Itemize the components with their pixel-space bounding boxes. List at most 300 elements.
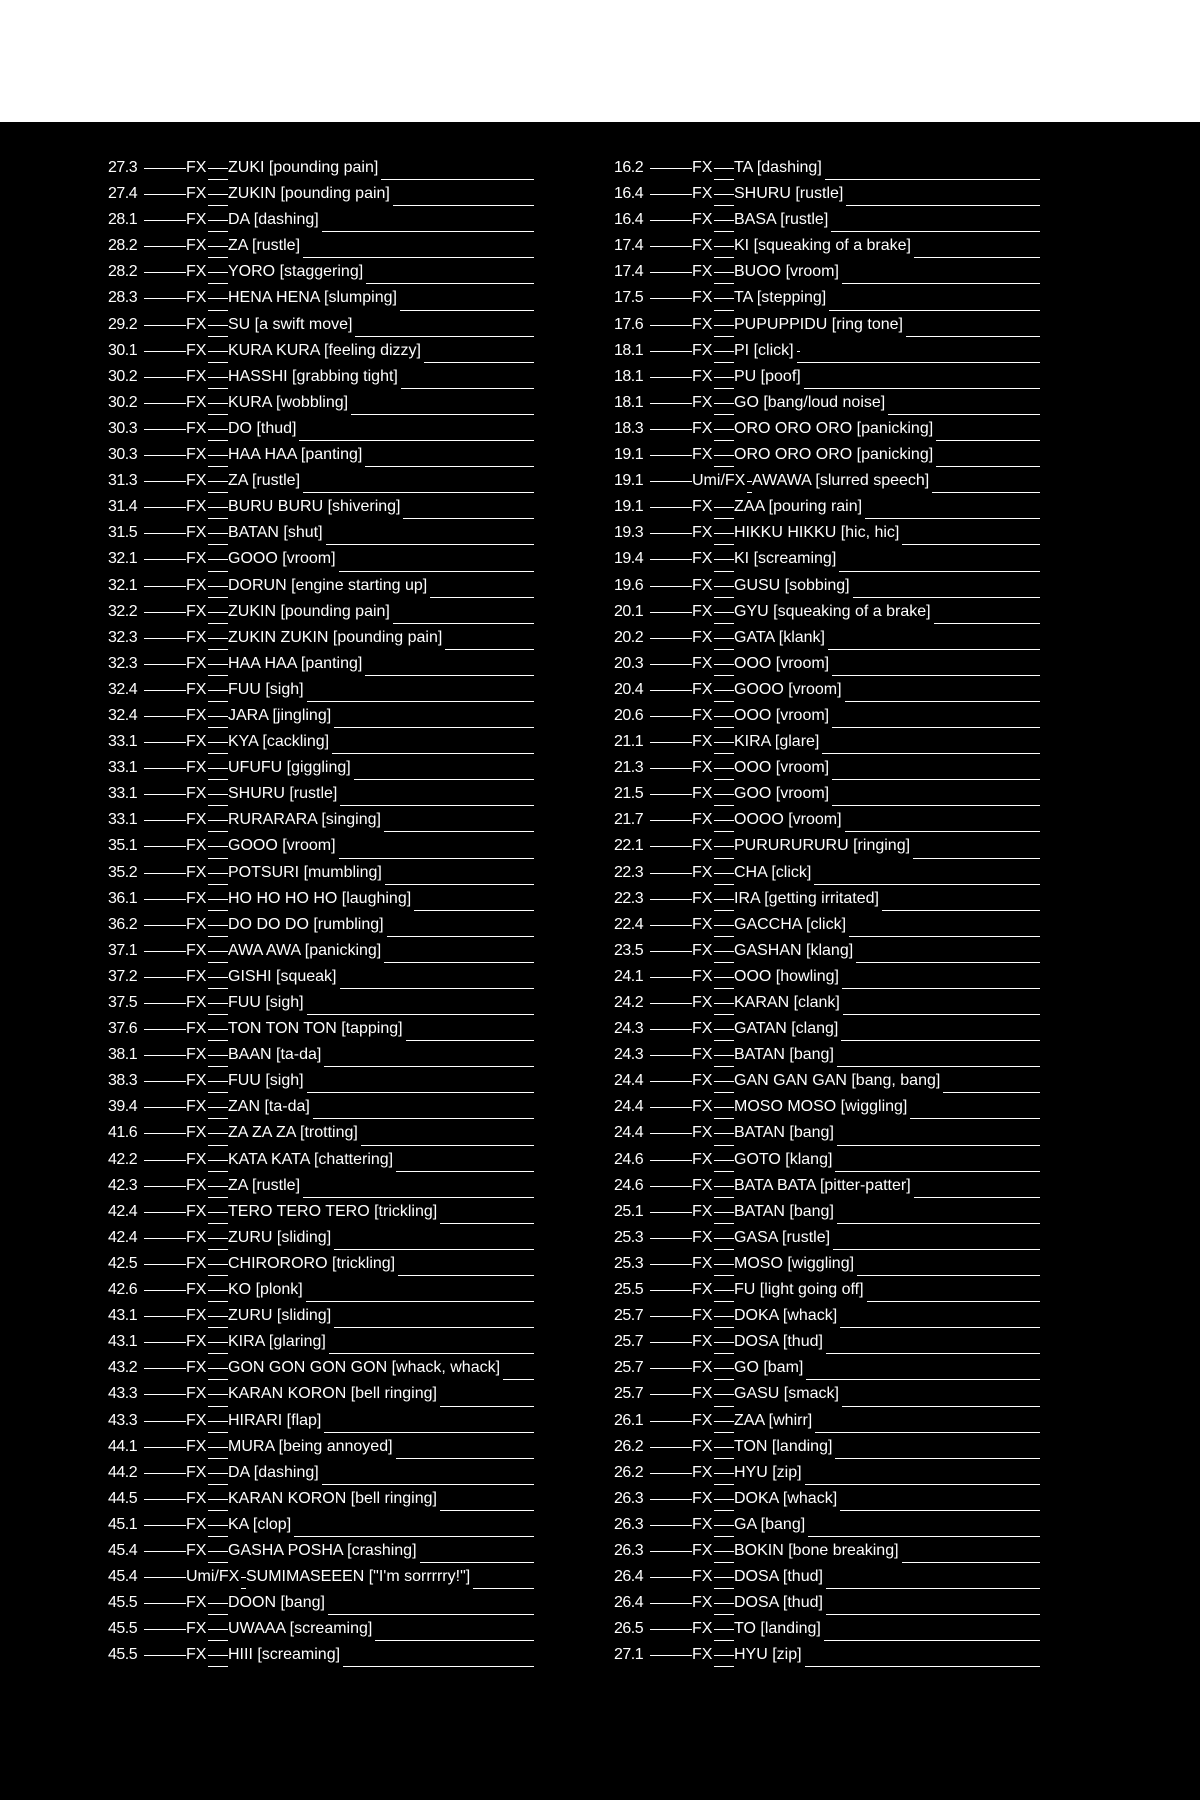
- fx-entry: [614, 938, 1040, 964]
- sound-effect-text: GACCHA [click]: [734, 912, 849, 938]
- page-panel-number: 29.2: [108, 315, 138, 333]
- speaker-label: FX: [186, 207, 208, 233]
- page-panel-number: 45.5: [108, 1620, 138, 1638]
- speaker-label: FX: [692, 1225, 714, 1251]
- speaker-label: FX: [186, 651, 208, 677]
- fx-entry: [614, 1355, 1040, 1381]
- fx-entry: [108, 364, 534, 390]
- page-panel-number: 41.6: [108, 1124, 138, 1142]
- fx-entry: [614, 1564, 1040, 1590]
- sound-effect-text: ORO ORO ORO [panicking]: [734, 416, 936, 442]
- page-panel-number: 19.4: [614, 550, 644, 568]
- sound-effect-text: OOO [vroom]: [734, 755, 832, 781]
- sound-effect-text: BATAN [bang]: [734, 1042, 837, 1068]
- speaker-label: FX: [692, 703, 714, 729]
- fx-entry: [614, 259, 1040, 285]
- fx-entry: [108, 807, 534, 833]
- fx-entry: [614, 1381, 1040, 1407]
- page-panel-number: 43.3: [108, 1385, 138, 1403]
- page-panel-number: 16.2: [614, 159, 644, 176]
- page-panel-number: 26.3: [614, 1489, 644, 1507]
- speaker-label: FX: [692, 1355, 714, 1381]
- fx-entry: [614, 442, 1040, 468]
- fx-entry: [108, 520, 534, 546]
- sound-effect-text: MOSO [wiggling]: [734, 1251, 857, 1277]
- fx-entry: [108, 233, 534, 259]
- page-panel-number: 45.4: [108, 1541, 138, 1559]
- speaker-label: FX: [692, 781, 714, 807]
- speaker-label: Umi/FX: [692, 468, 747, 494]
- speaker-label: FX: [186, 990, 208, 1016]
- page-panel-number: 42.6: [108, 1281, 138, 1299]
- speaker-label: FX: [692, 677, 714, 703]
- speaker-label: FX: [692, 1277, 714, 1303]
- speaker-label: FX: [692, 494, 714, 520]
- speaker-label: FX: [692, 233, 714, 259]
- page-panel-number: 25.7: [614, 1385, 644, 1403]
- page-panel-number: 33.1: [108, 733, 138, 751]
- sound-effect-text: BUOO [vroom]: [734, 259, 842, 285]
- page-panel-number: 25.3: [614, 1254, 644, 1272]
- fx-entry: [614, 546, 1040, 572]
- speaker-label: FX: [186, 259, 208, 285]
- speaker-label: FX: [186, 860, 208, 886]
- page-panel-number: 35.2: [108, 863, 138, 881]
- fx-entry: [108, 442, 534, 468]
- left-column: [108, 155, 534, 1668]
- page-panel-number: 30.3: [108, 419, 138, 437]
- sound-effect-text: FUU [sigh]: [228, 1068, 307, 1094]
- sound-effect-text: BATAN [bang]: [734, 1120, 837, 1146]
- page-panel-number: 22.3: [614, 889, 644, 907]
- fx-entry: [108, 886, 534, 912]
- sound-effect-text: KI [squeaking of a brake]: [734, 233, 914, 259]
- fx-entry: [108, 181, 534, 207]
- fx-entry: [108, 1590, 534, 1616]
- speaker-label: FX: [692, 990, 714, 1016]
- page-panel-number: 24.2: [614, 994, 644, 1011]
- sound-effect-text: FUU [sigh]: [228, 990, 307, 1016]
- page-panel-number: 20.2: [614, 628, 644, 646]
- speaker-label: FX: [186, 312, 208, 338]
- sound-effect-text: HYU [zip]: [734, 1460, 805, 1486]
- fx-entry: [614, 338, 1040, 364]
- page-panel-number: 35.1: [108, 837, 138, 855]
- fx-entry: [108, 338, 534, 364]
- speaker-label: FX: [692, 625, 714, 651]
- speaker-label: FX: [186, 912, 208, 938]
- speaker-label: FX: [186, 1016, 208, 1042]
- speaker-label: FX: [186, 1381, 208, 1407]
- page-panel-number: 33.1: [108, 785, 138, 803]
- page-panel-number: 26.4: [614, 1568, 644, 1586]
- sound-effect-text: TA [dashing]: [734, 155, 825, 181]
- fx-entry: [614, 1434, 1040, 1460]
- speaker-label: FX: [186, 1538, 208, 1564]
- page-panel-number: 26.1: [614, 1411, 644, 1429]
- page-panel-number: 24.6: [614, 1150, 644, 1168]
- sound-effect-text: BATAN [shut]: [228, 520, 326, 546]
- page-panel-number: 32.3: [108, 654, 138, 672]
- fx-entry: [108, 781, 534, 807]
- speaker-label: FX: [186, 1355, 208, 1381]
- sound-effect-text: GASA [rustle]: [734, 1225, 833, 1251]
- fx-entry: [108, 1303, 534, 1329]
- speaker-label: FX: [692, 1120, 714, 1146]
- fx-entry: [614, 1147, 1040, 1173]
- fx-entry: [108, 1251, 534, 1277]
- page-panel-number: 25.7: [614, 1333, 644, 1351]
- fx-entry: [614, 1303, 1040, 1329]
- fx-entry: [108, 573, 534, 599]
- sound-effect-text: KATA KATA [chattering]: [228, 1147, 396, 1173]
- sound-effect-text: HIKKU HIKKU [hic, hic]: [734, 520, 902, 546]
- speaker-label: FX: [692, 364, 714, 390]
- speaker-label: FX: [186, 755, 208, 781]
- speaker-label: FX: [692, 416, 714, 442]
- page-panel-number: 24.3: [614, 1020, 644, 1038]
- fx-entry: [108, 1329, 534, 1355]
- sound-effect-text: KIRA [glare]: [734, 729, 822, 755]
- speaker-label: FX: [186, 1068, 208, 1094]
- sound-effect-text: GOO [vroom]: [734, 781, 832, 807]
- fx-entry: [108, 1460, 534, 1486]
- page-panel-number: 45.5: [108, 1646, 138, 1664]
- fx-entry: [614, 1120, 1040, 1146]
- page-panel-number: 20.6: [614, 706, 644, 724]
- page-panel-number: 17.5: [614, 289, 644, 307]
- sound-effect-text: BATAN [bang]: [734, 1199, 837, 1225]
- speaker-label: FX: [186, 1199, 208, 1225]
- page-panel-number: 17.4: [614, 237, 644, 255]
- page-panel-number: 43.2: [108, 1359, 138, 1377]
- sound-effect-text: GOOO [vroom]: [228, 833, 339, 859]
- fx-entry: [614, 207, 1040, 233]
- fx-entry: [108, 1277, 534, 1303]
- page-panel-number: 20.3: [614, 654, 644, 672]
- sound-effect-text: ZAA [whirr]: [734, 1408, 815, 1434]
- page-panel-number: 17.6: [614, 315, 644, 333]
- sound-effect-text: ZUKIN [pounding pain]: [228, 599, 393, 625]
- sound-effect-text: MURA [being annoyed]: [228, 1434, 396, 1460]
- sound-effect-text: MOSO MOSO [wiggling]: [734, 1094, 910, 1120]
- page-panel-number: 16.4: [614, 211, 644, 229]
- speaker-label: FX: [186, 599, 208, 625]
- page-panel-number: 42.4: [108, 1202, 138, 1220]
- fx-entry: [614, 1277, 1040, 1303]
- speaker-label: FX: [692, 338, 714, 364]
- fx-entry: [614, 416, 1040, 442]
- speaker-label: FX: [692, 181, 714, 207]
- sound-effect-text: DOSA [thud]: [734, 1590, 826, 1616]
- fx-entry: [614, 181, 1040, 207]
- speaker-label: FX: [186, 964, 208, 990]
- sound-effect-text: GAN GAN GAN [bang, bang]: [734, 1068, 943, 1094]
- page-panel-number: 32.3: [108, 628, 138, 646]
- fx-entry: [614, 390, 1040, 416]
- speaker-label: FX: [692, 1564, 714, 1590]
- sound-effect-text: DOSA [thud]: [734, 1329, 826, 1355]
- sound-effect-text: SHURU [rustle]: [228, 781, 340, 807]
- fx-entry: [108, 1434, 534, 1460]
- fx-entry: [614, 1042, 1040, 1068]
- speaker-label: FX: [186, 677, 208, 703]
- page-panel-number: 22.3: [614, 863, 644, 881]
- sound-effect-text: KURA KURA [feeling dizzy]: [228, 338, 424, 364]
- page-panel-number: 38.1: [108, 1046, 138, 1064]
- sound-effect-text: ZAN [ta-da]: [228, 1094, 313, 1120]
- page-panel-number: 19.6: [614, 576, 644, 594]
- page-panel-number: 42.5: [108, 1254, 138, 1272]
- fx-entry: [108, 729, 534, 755]
- sound-effect-text: ZA [rustle]: [228, 1173, 303, 1199]
- speaker-label: FX: [186, 1251, 208, 1277]
- page-panel-number: 37.1: [108, 941, 138, 959]
- sound-effect-text: KURA [wobbling]: [228, 390, 351, 416]
- speaker-label: FX: [186, 494, 208, 520]
- page-panel-number: 26.4: [614, 1594, 644, 1612]
- page-panel-number: 18.1: [614, 367, 644, 385]
- fx-entry: [108, 1094, 534, 1120]
- page-panel-number: 45.4: [108, 1568, 138, 1586]
- page-panel-number: 24.4: [614, 1098, 644, 1116]
- page-panel-number: 21.3: [614, 759, 644, 777]
- page-panel-number: 25.1: [614, 1202, 644, 1220]
- page-panel-number: 25.5: [614, 1281, 644, 1299]
- fx-entry: [108, 1147, 534, 1173]
- fx-entry: [108, 546, 534, 572]
- sound-effect-text: PURURURURU [ringing]: [734, 833, 913, 859]
- fx-entry: [614, 912, 1040, 938]
- page-panel-number: 16.4: [614, 185, 644, 203]
- page-panel-number: 26.2: [614, 1437, 644, 1455]
- page-panel-number: 19.3: [614, 524, 644, 542]
- speaker-label: FX: [692, 886, 714, 912]
- fx-entry: [108, 1642, 534, 1668]
- sound-effect-text: TERO TERO TERO [trickling]: [228, 1199, 440, 1225]
- page-panel-number: 43.1: [108, 1307, 138, 1325]
- speaker-label: FX: [186, 285, 208, 311]
- page-panel-number: 18.1: [614, 393, 644, 411]
- sound-effect-text: JARA [jingling]: [228, 703, 334, 729]
- sound-effect-text: OOO [vroom]: [734, 703, 832, 729]
- fx-entry: [614, 755, 1040, 781]
- page-panel-number: 28.1: [108, 211, 138, 229]
- sound-effect-text: GA [bang]: [734, 1512, 808, 1538]
- sound-effect-text: HASSHI [grabbing tight]: [228, 364, 401, 390]
- sound-effect-text: DOKA [whack]: [734, 1486, 840, 1512]
- fx-entry: [614, 1199, 1040, 1225]
- fx-entry: [108, 259, 534, 285]
- sound-effect-text: SU [a swift move]: [228, 312, 355, 338]
- speaker-label: FX: [186, 1512, 208, 1538]
- page-panel-number: 30.2: [108, 367, 138, 385]
- speaker-label: FX: [186, 233, 208, 259]
- sound-effect-text: ZA ZA ZA [trotting]: [228, 1120, 361, 1146]
- page-panel-number: 26.2: [614, 1463, 644, 1481]
- sound-effect-text: GOOO [vroom]: [228, 546, 339, 572]
- page-panel-number: 25.7: [614, 1359, 644, 1377]
- speaker-label: FX: [692, 1068, 714, 1094]
- speaker-label: FX: [692, 520, 714, 546]
- page-panel-number: 25.7: [614, 1307, 644, 1325]
- fx-entry: [614, 833, 1040, 859]
- sound-effect-text: HAA HAA [panting]: [228, 651, 365, 677]
- sound-effect-text: ZUKIN ZUKIN [pounding pain]: [228, 625, 445, 651]
- sound-effect-text: TON TON TON [tapping]: [228, 1016, 406, 1042]
- page-panel-number: 39.4: [108, 1098, 138, 1116]
- page-panel-number: 31.4: [108, 498, 138, 516]
- speaker-label: FX: [186, 390, 208, 416]
- sound-effect-text: GOOO [vroom]: [734, 677, 845, 703]
- fx-entry: [108, 599, 534, 625]
- sound-effect-text: UWAAA [screaming]: [228, 1616, 375, 1642]
- sound-effect-text: CHA [click]: [734, 860, 814, 886]
- page-panel-number: 27.3: [108, 159, 138, 176]
- sound-effect-text: GATAN [clang]: [734, 1016, 841, 1042]
- speaker-label: FX: [186, 807, 208, 833]
- sound-effect-text: RURARARA [singing]: [228, 807, 384, 833]
- page-panel-number: 23.5: [614, 941, 644, 959]
- fx-entry: [614, 625, 1040, 651]
- fx-entry: [614, 1225, 1040, 1251]
- page-panel-number: 20.4: [614, 680, 644, 698]
- page-panel-number: 22.1: [614, 837, 644, 855]
- page-panel-number: 19.1: [614, 472, 644, 490]
- speaker-label: FX: [692, 912, 714, 938]
- page-panel-number: 24.4: [614, 1124, 644, 1142]
- fx-entry: [108, 1616, 534, 1642]
- fx-entry: [108, 1042, 534, 1068]
- sound-effect-text: ZURU [sliding]: [228, 1225, 334, 1251]
- sound-effect-text: BURU BURU [shivering]: [228, 494, 403, 520]
- fx-entry: [614, 781, 1040, 807]
- sound-effect-text: GYU [squeaking of a brake]: [734, 599, 934, 625]
- page-panel-number: 30.1: [108, 341, 138, 359]
- page-panel-number: 28.3: [108, 289, 138, 307]
- fx-entry: [108, 1512, 534, 1538]
- speaker-label: FX: [186, 1434, 208, 1460]
- fx-entry: [614, 964, 1040, 990]
- sound-effect-text: HENA HENA [slumping]: [228, 285, 400, 311]
- sound-effect-text: DOSA [thud]: [734, 1564, 826, 1590]
- speaker-label: FX: [692, 285, 714, 311]
- speaker-label: FX: [692, 1486, 714, 1512]
- fx-entry: [108, 1199, 534, 1225]
- page-panel-number: 26.3: [614, 1515, 644, 1533]
- sound-effect-text: SUMIMASEEEN ["I'm sorrrrry!"]: [246, 1564, 473, 1590]
- page-panel-number: 42.2: [108, 1150, 138, 1168]
- fx-entry: [108, 494, 534, 520]
- speaker-label: FX: [186, 1486, 208, 1512]
- speaker-label: FX: [692, 1434, 714, 1460]
- sound-effect-text: TON [landing]: [734, 1434, 835, 1460]
- page-panel-number: 24.3: [614, 1046, 644, 1064]
- right-column: [614, 155, 1040, 1668]
- speaker-label: FX: [186, 1225, 208, 1251]
- speaker-label: FX: [186, 833, 208, 859]
- speaker-label: FX: [692, 938, 714, 964]
- fx-entry: [614, 364, 1040, 390]
- speaker-label: FX: [186, 468, 208, 494]
- page-panel-number: 31.3: [108, 472, 138, 490]
- speaker-label: FX: [186, 938, 208, 964]
- page-panel-number: 44.2: [108, 1463, 138, 1481]
- fx-entry: [614, 494, 1040, 520]
- speaker-label: FX: [692, 1147, 714, 1173]
- fx-entry: [108, 1486, 534, 1512]
- speaker-label: FX: [692, 1512, 714, 1538]
- fx-entry: [614, 1408, 1040, 1434]
- speaker-label: FX: [692, 1408, 714, 1434]
- sound-effect-text: GO [bam]: [734, 1355, 806, 1381]
- sound-effect-text: FUU [sigh]: [228, 677, 307, 703]
- fx-entry: [108, 964, 534, 990]
- fx-entry: [108, 651, 534, 677]
- page-panel-number: 30.2: [108, 393, 138, 411]
- speaker-label: FX: [186, 520, 208, 546]
- page-panel-number: 28.2: [108, 237, 138, 255]
- fx-entry: [108, 833, 534, 859]
- speaker-label: FX: [692, 755, 714, 781]
- fx-entry: [614, 1512, 1040, 1538]
- sound-effect-text: HO HO HO HO [laughing]: [228, 886, 414, 912]
- sound-effect-text: KARAN KORON [bell ringing]: [228, 1486, 440, 1512]
- speaker-label: FX: [186, 1408, 208, 1434]
- speaker-label: FX: [186, 781, 208, 807]
- speaker-label: FX: [186, 886, 208, 912]
- page-panel-number: 45.1: [108, 1515, 138, 1533]
- sound-effect-text: FU [light going off]: [734, 1277, 867, 1303]
- page-panel-number: 18.3: [614, 419, 644, 437]
- sound-effect-text: ZUKI [pounding pain]: [228, 155, 381, 181]
- page-panel-number: 44.5: [108, 1489, 138, 1507]
- sound-effect-text: GASU [smack]: [734, 1381, 842, 1407]
- page-panel-number: 36.1: [108, 889, 138, 907]
- page-panel-number: 33.1: [108, 811, 138, 829]
- page-panel-number: 42.3: [108, 1176, 138, 1194]
- page-panel-number: 19.1: [614, 446, 644, 464]
- sound-effect-text: DOON [bang]: [228, 1590, 328, 1616]
- page-panel-number: 21.1: [614, 733, 644, 751]
- speaker-label: FX: [186, 546, 208, 572]
- fx-entry: [614, 1068, 1040, 1094]
- speaker-label: FX: [692, 155, 714, 181]
- sound-effect-text: TA [stepping]: [734, 285, 829, 311]
- page-panel-number: 32.1: [108, 550, 138, 568]
- fx-entry: [108, 990, 534, 1016]
- speaker-label: FX: [186, 1120, 208, 1146]
- speaker-label: FX: [186, 1642, 208, 1668]
- fx-entry: [108, 1355, 534, 1381]
- speaker-label: FX: [186, 1042, 208, 1068]
- speaker-label: FX: [692, 1199, 714, 1225]
- page-panel-number: 45.5: [108, 1594, 138, 1612]
- sound-effect-text: GON GON GON GON [whack, whack]: [228, 1355, 503, 1381]
- fx-entry: [108, 155, 534, 181]
- fx-entry: [614, 285, 1040, 311]
- fx-entry: [614, 651, 1040, 677]
- speaker-label: FX: [692, 1303, 714, 1329]
- fx-entry: [108, 1120, 534, 1146]
- sound-effect-text: HYU [zip]: [734, 1642, 805, 1668]
- fx-entry: [614, 312, 1040, 338]
- sound-effect-text: DA [dashing]: [228, 1460, 322, 1486]
- sound-effect-text: CHIRORORO [trickling]: [228, 1251, 398, 1277]
- sound-effect-text: PU [poof]: [734, 364, 804, 390]
- fx-entry: [614, 990, 1040, 1016]
- speaker-label: FX: [692, 729, 714, 755]
